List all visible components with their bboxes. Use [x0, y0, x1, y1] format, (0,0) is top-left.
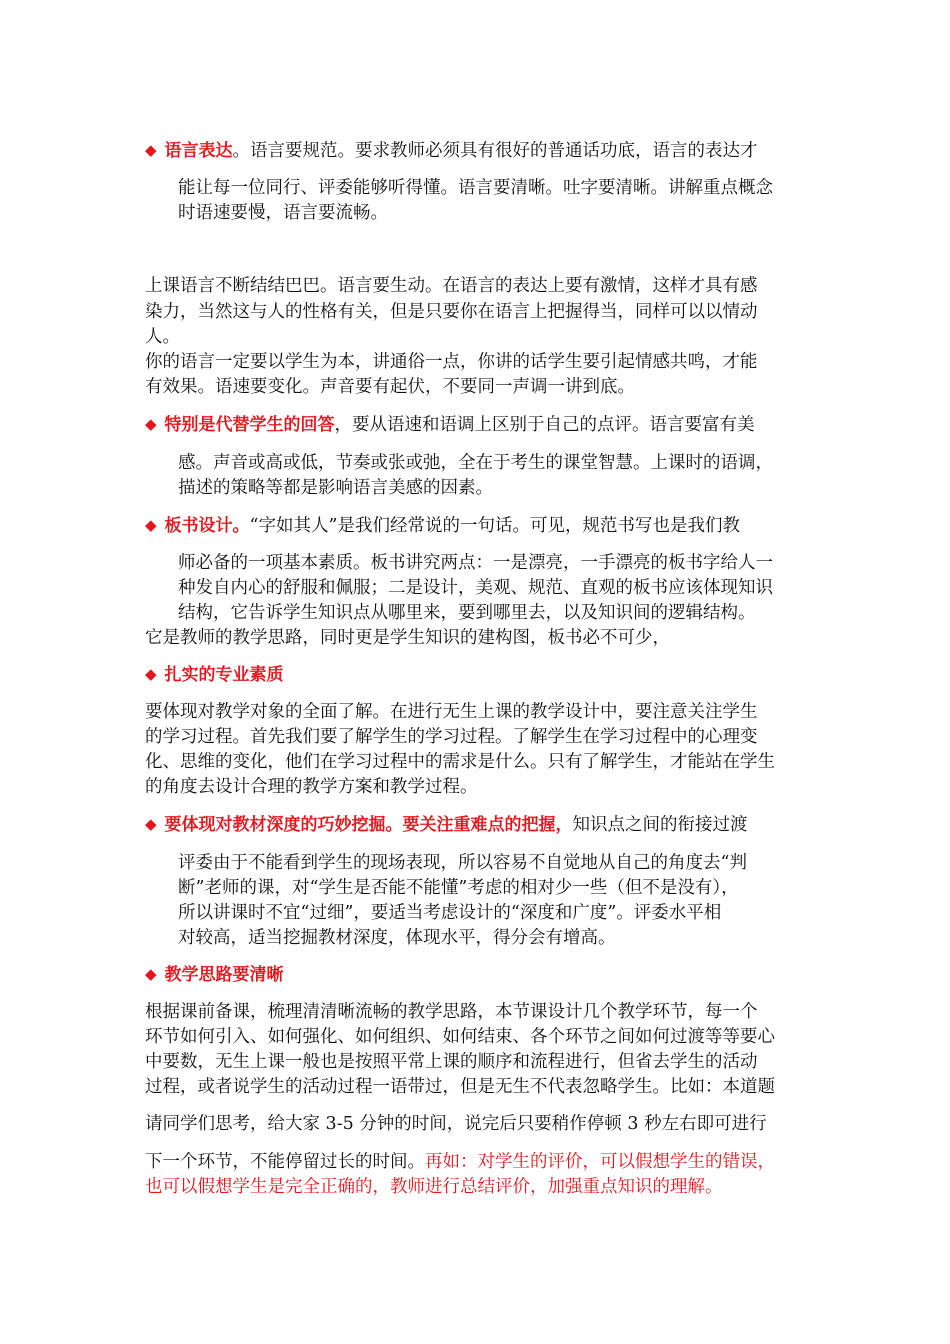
body-line: 种发自内心的舒服和佩服；二是设计，美观、规范、直观的板书应该体现知识 — [178, 578, 773, 598]
body-text: “字如其人”是我们经常说的一句话。可见，规范书写也是我们教 — [249, 516, 740, 536]
body-line: 时语速要慢，语言要流畅。 — [178, 203, 388, 223]
body-line: 环节如何引入、如何强化、如何组织、如何结束、各个环节之间如何过渡等等要心 — [145, 1027, 775, 1047]
body-line: 有效果。语速要变化。声音要有起伏，不要同一声调一讲到底。 — [145, 377, 635, 397]
section-heading: 板书设计。 — [164, 516, 250, 536]
body-line — [145, 1150, 815, 1174]
diamond-icon: ◆ — [145, 141, 157, 159]
body-text: 知识点之间的衔接过渡 — [572, 815, 748, 835]
highlight-text: 再如：对学生的评价，可以假想学生的错误， — [425, 1152, 775, 1172]
highlight-line: 也可以假想学生是完全正确的，教师进行总结评价，加强重点知识的理解。 — [145, 1177, 723, 1197]
body-line: 要体现对教学对象的全面了解。在进行无生上课的教学设计中，要注意关注学生 — [145, 702, 758, 722]
section-heading: 教学思路要清晰 — [164, 965, 284, 985]
body-line: 上课语言不断结结巴巴。语言要生动。在语言的表达上要有激情，这样才具有感 — [145, 276, 758, 296]
body-text: 下一个环节，不能停留过长的时间。 — [145, 1152, 425, 1172]
body-line: 请同学们思考，给大家 3-5 分钟的时间，说完后只要稍作停顿 3 秒左右即可进行 — [145, 1114, 767, 1134]
body-line: 断”老师的课，对“学生是否能不能懂”考虑的相对少一些（但不是没有）， — [178, 878, 739, 898]
body-line: 描述的策略等都是影响语言美感的因素。 — [178, 478, 493, 498]
body-line: 所以讲课时不宜“过细”，要适当考虑设计的“深度和广度”。评委水平相 — [178, 903, 722, 923]
body-line: 评委由于不能看到学生的现场表现，所以容易不自觉地从自己的角度去“判 — [178, 853, 747, 873]
body-line: 你的语言一定要以学生为本，讲通俗一点，你讲的话学生要引起情感共鸣，才能 — [145, 352, 758, 372]
body-line: 人。 — [145, 327, 180, 347]
section-textbook-depth — [145, 813, 815, 837]
body-line: 化、思维的变化，他们在学习过程中的需求是什么。只有了解学生，才能站在学生 — [145, 752, 775, 772]
section-blackboard-design — [145, 514, 815, 538]
body-line: 的角度去设计合理的教学方案和教学过程。 — [145, 777, 478, 797]
body-line: 感。声音或高或低，节奏或张或弛，全在于考生的课堂智慧。上课时的语调， — [178, 453, 773, 473]
body-line: 结构，它告诉学生知识点从哪里来，要到哪里去，以及知识间的逻辑结构。 — [178, 603, 756, 623]
diamond-icon: ◆ — [145, 965, 157, 983]
section-heading: 扎实的专业素质 — [164, 665, 284, 685]
section-heading: 要体现对教材深度的巧妙挖掘。要关注重难点的把握， — [164, 815, 573, 835]
body-line: 它是教师的教学思路，同时更是学生知识的建构图，板书必不可少， — [145, 628, 670, 648]
body-line: 师必备的一项基本素质。板书讲究两点：一是漂亮，一手漂亮的板书字给人一 — [178, 553, 773, 573]
section-language-expression — [145, 139, 815, 163]
body-line: 根据课前备课，梳理清清晰流畅的教学思路，本节课设计几个教学环节，每一个 — [145, 1002, 758, 1022]
diamond-icon: ◆ — [145, 516, 157, 534]
section-teaching-logic — [145, 963, 815, 987]
body-text: 。语言要规范。要求教师必须具有很好的普通话功底，语言的表达才 — [232, 141, 758, 161]
body-line: 的学习过程。首先我们要了解学生的学习过程。了解学生在学习过程中的心理变 — [145, 727, 758, 747]
body-line: 过程，或者说学生的活动过程一语带过，但是无生不代表忽略学生。比如：本道题 — [145, 1077, 775, 1097]
diamond-icon: ◆ — [145, 665, 157, 683]
diamond-icon: ◆ — [145, 415, 157, 433]
body-line: 对较高，适当挖掘教材深度，体现水平，得分会有增高。 — [178, 928, 616, 948]
section-heading: 特别是代替学生的回答 — [164, 415, 335, 435]
section-professional-quality — [145, 663, 815, 687]
body-line: 能让每一位同行、评委能够听得懂。语言要清晰。吐字要清晰。讲解重点概念 — [178, 178, 773, 198]
body-line: 染力，当然这与人的性格有关，但是只要你在语言上把握得当，同样可以以情动 — [145, 302, 758, 322]
section-heading: 语言表达 — [164, 141, 233, 161]
body-text: ，要从语速和语调上区别于自己的点评。语言要富有美 — [334, 415, 755, 435]
section-student-answer — [145, 413, 815, 437]
diamond-icon: ◆ — [145, 815, 157, 833]
body-line: 中要数，无生上课一般也是按照平常上课的顺序和流程进行，但省去学生的活动 — [145, 1052, 758, 1072]
